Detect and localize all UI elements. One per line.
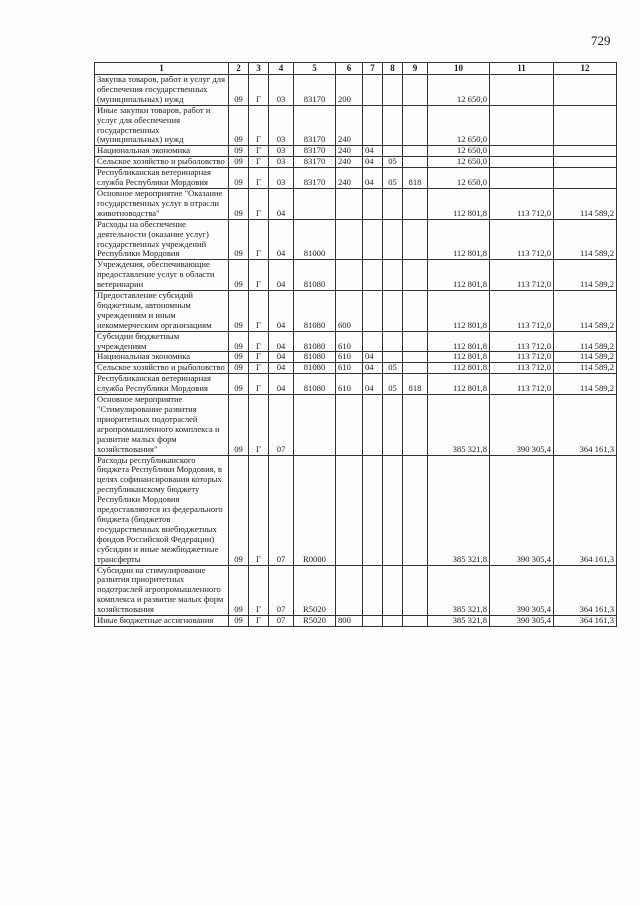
cell-ministry [403,105,428,146]
cell-subsection [383,146,403,157]
cell-direction: 83170 [294,168,336,189]
cell-amount-year2: 390 305,4 [490,395,554,455]
cell-subsection [383,455,403,565]
cell-direction: R5020 [294,616,336,627]
cell-subsection [383,395,403,455]
cell-program: 09 [229,188,249,219]
row-description: Субсидии бюджетным учреждениям [95,331,229,352]
table-header [95,63,617,75]
row-description: Предоставление субсидий бюджетным, автономным учреждениям и иным некоммерческим организациям [95,291,229,332]
cell-amount-year3: 364 161,3 [554,616,617,627]
cell-subsection: 05 [383,363,403,374]
cell-amount-year2: 113 712,0 [490,260,554,291]
cell-amount-year2: 390 305,4 [490,565,554,616]
cell-amount-year2: 113 712,0 [490,219,554,260]
cell-section [363,105,383,146]
cell-subprogram: Г [249,374,269,395]
cell-subprogram: Г [249,146,269,157]
row-description: Иные бюджетные ассигнования [95,616,229,627]
cell-subsection [383,616,403,627]
cell-ministry: 818 [403,374,428,395]
cell-amount-year3: 114 589,2 [554,331,617,352]
cell-event: 04 [269,331,294,352]
cell-direction: 81080 [294,260,336,291]
cell-program: 09 [229,395,249,455]
table-row [95,146,617,157]
cell-direction: 81000 [294,219,336,260]
cell-section [363,331,383,352]
cell-subprogram: Г [249,395,269,455]
cell-amount-year2 [490,105,554,146]
table-row [95,331,617,352]
cell-direction: 83170 [294,146,336,157]
column-header: 11 [490,63,554,75]
cell-ministry [403,616,428,627]
cell-event: 04 [269,188,294,219]
cell-expense-type: 800 [336,616,363,627]
cell-ministry [403,291,428,332]
cell-expense-type: 200 [336,75,363,106]
cell-ministry [403,331,428,352]
cell-amount-year1: 12 650,0 [428,105,490,146]
table-body [95,75,617,627]
cell-ministry [403,352,428,363]
cell-subprogram: Г [249,565,269,616]
cell-expense-type [336,395,363,455]
cell-program: 09 [229,455,249,565]
cell-section [363,260,383,291]
cell-expense-type: 610 [336,363,363,374]
cell-ministry [403,157,428,168]
table-row [95,219,617,260]
cell-ministry [403,565,428,616]
row-description: Национальная экономика [95,352,229,363]
row-description: Республиканская ветеринарная служба Республики Мордовия [95,168,229,189]
cell-amount-year1: 385 321,8 [428,455,490,565]
cell-amount-year3: 114 589,2 [554,374,617,395]
cell-amount-year3 [554,146,617,157]
cell-expense-type: 610 [336,352,363,363]
column-header: 6 [336,63,363,75]
cell-amount-year1: 112 801,8 [428,188,490,219]
cell-subprogram: Г [249,260,269,291]
cell-subsection [383,565,403,616]
cell-amount-year1: 12 650,0 [428,157,490,168]
table-row [95,168,617,189]
cell-event: 04 [269,291,294,332]
cell-expense-type [336,188,363,219]
cell-amount-year3: 114 589,2 [554,291,617,332]
cell-program: 09 [229,146,249,157]
table-row [95,188,617,219]
cell-section [363,565,383,616]
cell-amount-year1: 385 321,8 [428,395,490,455]
cell-amount-year1: 112 801,8 [428,331,490,352]
table-row [95,363,617,374]
cell-amount-year2: 113 712,0 [490,363,554,374]
cell-direction: 81080 [294,363,336,374]
cell-subprogram: Г [249,188,269,219]
cell-ministry: 818 [403,168,428,189]
cell-subprogram: Г [249,157,269,168]
cell-direction: R0000 [294,455,336,565]
row-description: Основное мероприятие "Оказание государственных услуг в отрасли животноводства" [95,188,229,219]
cell-program: 09 [229,168,249,189]
cell-section [363,616,383,627]
cell-event: 04 [269,352,294,363]
cell-event: 04 [269,363,294,374]
row-description: Национальная экономика [95,146,229,157]
table-row [95,75,617,106]
cell-subsection [383,260,403,291]
cell-subprogram: Г [249,352,269,363]
row-description: Основное мероприятие "Стимулирование развития приоритетных подотраслей агропромышленного комплекса и развитие малых форм хозяйствования" [95,395,229,455]
cell-amount-year2: 113 712,0 [490,352,554,363]
cell-program: 09 [229,105,249,146]
cell-ministry [403,260,428,291]
cell-expense-type: 240 [336,105,363,146]
row-description: Сельское хозяйство и рыболовство [95,363,229,374]
cell-event: 03 [269,146,294,157]
cell-amount-year3 [554,157,617,168]
column-header: 10 [428,63,490,75]
cell-amount-year2: 390 305,4 [490,616,554,627]
cell-subprogram: Г [249,331,269,352]
cell-subprogram: Г [249,363,269,374]
cell-section: 04 [363,157,383,168]
cell-section [363,455,383,565]
cell-direction: 83170 [294,105,336,146]
cell-subsection: 05 [383,168,403,189]
cell-amount-year2: 113 712,0 [490,188,554,219]
cell-section [363,219,383,260]
cell-amount-year1: 112 801,8 [428,374,490,395]
cell-event: 07 [269,455,294,565]
cell-subsection [383,75,403,106]
cell-subsection [383,105,403,146]
cell-amount-year3 [554,168,617,189]
table-row [95,455,617,565]
cell-amount-year1: 12 650,0 [428,146,490,157]
cell-subprogram: Г [249,75,269,106]
cell-expense-type: 240 [336,157,363,168]
cell-direction [294,395,336,455]
cell-direction: 83170 [294,75,336,106]
cell-amount-year1: 385 321,8 [428,616,490,627]
cell-amount-year1: 12 650,0 [428,75,490,106]
column-header: 9 [403,63,428,75]
column-header: 5 [294,63,336,75]
cell-amount-year1: 12 650,0 [428,168,490,189]
cell-amount-year2 [490,168,554,189]
cell-section [363,291,383,332]
cell-subprogram: Г [249,219,269,260]
cell-subsection [383,291,403,332]
cell-expense-type: 240 [336,146,363,157]
page-number: 729 [591,33,611,48]
cell-section [363,75,383,106]
cell-amount-year3: 114 589,2 [554,352,617,363]
cell-expense-type [336,260,363,291]
cell-section [363,188,383,219]
row-description: Республиканская ветеринарная служба Республики Мордовия [95,374,229,395]
cell-program: 09 [229,616,249,627]
table-row [95,374,617,395]
cell-expense-type: 600 [336,291,363,332]
cell-amount-year3: 364 161,3 [554,455,617,565]
cell-subprogram: Г [249,455,269,565]
cell-direction: R5020 [294,565,336,616]
table-row [95,157,617,168]
cell-amount-year3 [554,75,617,106]
cell-subsection: 05 [383,157,403,168]
table-row [95,291,617,332]
cell-amount-year3: 114 589,2 [554,363,617,374]
cell-program: 09 [229,157,249,168]
cell-event: 07 [269,616,294,627]
row-description: Учреждения, обеспечивающие предоставление услуг в области ветеринарии [95,260,229,291]
cell-amount-year1: 112 801,8 [428,260,490,291]
cell-amount-year3: 364 161,3 [554,565,617,616]
cell-program: 09 [229,260,249,291]
column-header: 7 [363,63,383,75]
cell-section: 04 [363,146,383,157]
row-description: Иные закупки товаров, работ и услуг для обеспечения государственных (муниципальных) нужд [95,105,229,146]
cell-expense-type [336,219,363,260]
cell-program: 09 [229,565,249,616]
cell-program: 09 [229,331,249,352]
cell-event: 07 [269,565,294,616]
cell-ministry [403,146,428,157]
column-header: 8 [383,63,403,75]
cell-event: 03 [269,75,294,106]
column-header: 3 [249,63,269,75]
column-header: 1 [95,63,229,75]
cell-ministry [403,395,428,455]
cell-program: 09 [229,75,249,106]
cell-subsection [383,331,403,352]
cell-ministry [403,75,428,106]
cell-program: 09 [229,219,249,260]
cell-direction: 81080 [294,374,336,395]
cell-expense-type: 610 [336,374,363,395]
cell-expense-type [336,455,363,565]
row-description: Закупка товаров, работ и услуг для обеспечения государственных (муниципальных) нужд [95,75,229,106]
cell-amount-year2: 390 305,4 [490,455,554,565]
cell-subsection [383,219,403,260]
cell-amount-year2 [490,146,554,157]
cell-subprogram: Г [249,291,269,332]
cell-program: 09 [229,363,249,374]
column-header: 12 [554,63,617,75]
table-row [95,352,617,363]
table-row [95,616,617,627]
cell-expense-type: 240 [336,168,363,189]
cell-amount-year3: 114 589,2 [554,188,617,219]
cell-section: 04 [363,374,383,395]
cell-section: 04 [363,363,383,374]
cell-section: 04 [363,352,383,363]
cell-amount-year1: 112 801,8 [428,291,490,332]
cell-amount-year3: 114 589,2 [554,219,617,260]
cell-amount-year2 [490,75,554,106]
cell-event: 07 [269,395,294,455]
cell-amount-year1: 112 801,8 [428,352,490,363]
cell-event: 03 [269,105,294,146]
cell-amount-year2: 113 712,0 [490,331,554,352]
cell-amount-year1: 385 321,8 [428,565,490,616]
table-row [95,260,617,291]
cell-section: 04 [363,168,383,189]
cell-direction: 81080 [294,331,336,352]
row-description: Сельское хозяйство и рыболовство [95,157,229,168]
budget-table [94,62,617,627]
cell-amount-year3 [554,105,617,146]
cell-program: 09 [229,291,249,332]
row-description: Субсидии на стимулирование развития приоритетных подотраслей агропромышленного комплекса и развитие малых форм хозяйствования [95,565,229,616]
cell-ministry [403,455,428,565]
cell-subsection [383,188,403,219]
cell-direction [294,188,336,219]
cell-amount-year1: 112 801,8 [428,363,490,374]
cell-amount-year1: 112 801,8 [428,219,490,260]
cell-subprogram: Г [249,616,269,627]
cell-program: 09 [229,352,249,363]
cell-subsection [383,352,403,363]
cell-subsection: 05 [383,374,403,395]
table-row [95,105,617,146]
cell-ministry [403,188,428,219]
table-row [95,565,617,616]
cell-direction: 81080 [294,352,336,363]
cell-event: 04 [269,374,294,395]
cell-amount-year3: 114 589,2 [554,260,617,291]
cell-event: 04 [269,219,294,260]
cell-ministry [403,363,428,374]
row-description: Расходы на обеспечение деятельности (оказание услуг) государственных учреждений Республики Мордовия [95,219,229,260]
cell-amount-year3: 364 161,3 [554,395,617,455]
cell-expense-type: 610 [336,331,363,352]
cell-subprogram: Г [249,168,269,189]
cell-direction: 83170 [294,157,336,168]
cell-ministry [403,219,428,260]
column-header: 4 [269,63,294,75]
cell-amount-year2: 113 712,0 [490,291,554,332]
cell-event: 03 [269,157,294,168]
cell-direction: 81080 [294,291,336,332]
cell-amount-year2 [490,157,554,168]
table-row [95,395,617,455]
cell-event: 04 [269,260,294,291]
cell-expense-type [336,565,363,616]
header-row [95,63,617,75]
row-description: Расходы республиканского бюджета Республики Мордовия, в целях софинансирования которых республиканскому бюджету Республики Мордовия предоставляются из федерального бюджета (бюджетов государственных внебюджетных фондов Российской Федерации) субсидии и иные межбюджетные трансферты [95,455,229,565]
cell-program: 09 [229,374,249,395]
cell-subprogram: Г [249,105,269,146]
cell-amount-year2: 113 712,0 [490,374,554,395]
cell-section [363,395,383,455]
column-header: 2 [229,63,249,75]
cell-event: 03 [269,168,294,189]
